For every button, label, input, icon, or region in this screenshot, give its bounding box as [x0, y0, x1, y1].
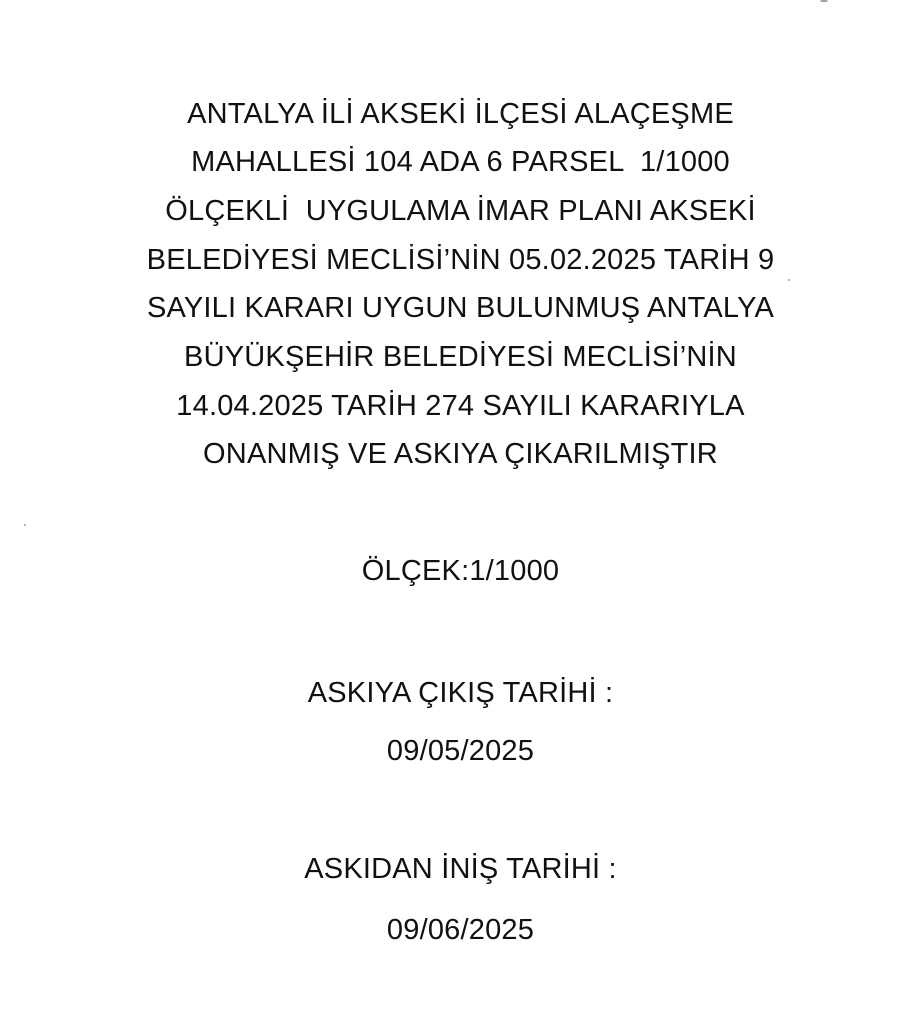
announcement-line-3: ÖLÇEKLİ UYGULAMA İMAR PLANI AKSEKİ — [165, 195, 756, 227]
removal-date-label: ASKIDAN İNİŞ TARİHİ : — [304, 853, 617, 885]
removal-date-value: 09/06/2025 — [386, 914, 535, 946]
announcement-line-2: MAHALLESİ 104 ADA 6 PARSEL 1/1000 — [191, 146, 730, 178]
scale-text: ÖLÇEK:1/1000 — [361, 555, 560, 587]
scan-speck — [24, 524, 26, 526]
posting-date-label: ASKIYA ÇIKIŞ TARİHİ : — [307, 677, 614, 709]
announcement-line-1: ANTALYA İLİ AKSEKİ İLÇESİ ALAÇEŞME — [187, 98, 734, 130]
scan-speck — [788, 279, 790, 281]
posting-date-value: 09/05/2025 — [386, 735, 535, 767]
announcement-line-5: SAYILI KARARI UYGUN BULUNMUŞ ANTALYA — [146, 292, 775, 324]
announcement-line-6: BÜYÜKŞEHİR BELEDİYESİ MECLİSİ’NİN — [184, 341, 737, 373]
announcement-line-7: 14.04.2025 TARİH 274 SAYILI KARARIYLA — [176, 390, 745, 422]
announcement-line-8: ONANMIŞ VE ASKIYA ÇIKARILMIŞTIR — [203, 438, 718, 470]
scan-speck — [820, 0, 828, 2]
announcement-line-4: BELEDİYESİ MECLİSİ’NİN 05.02.2025 TARİH 9 — [146, 244, 775, 276]
